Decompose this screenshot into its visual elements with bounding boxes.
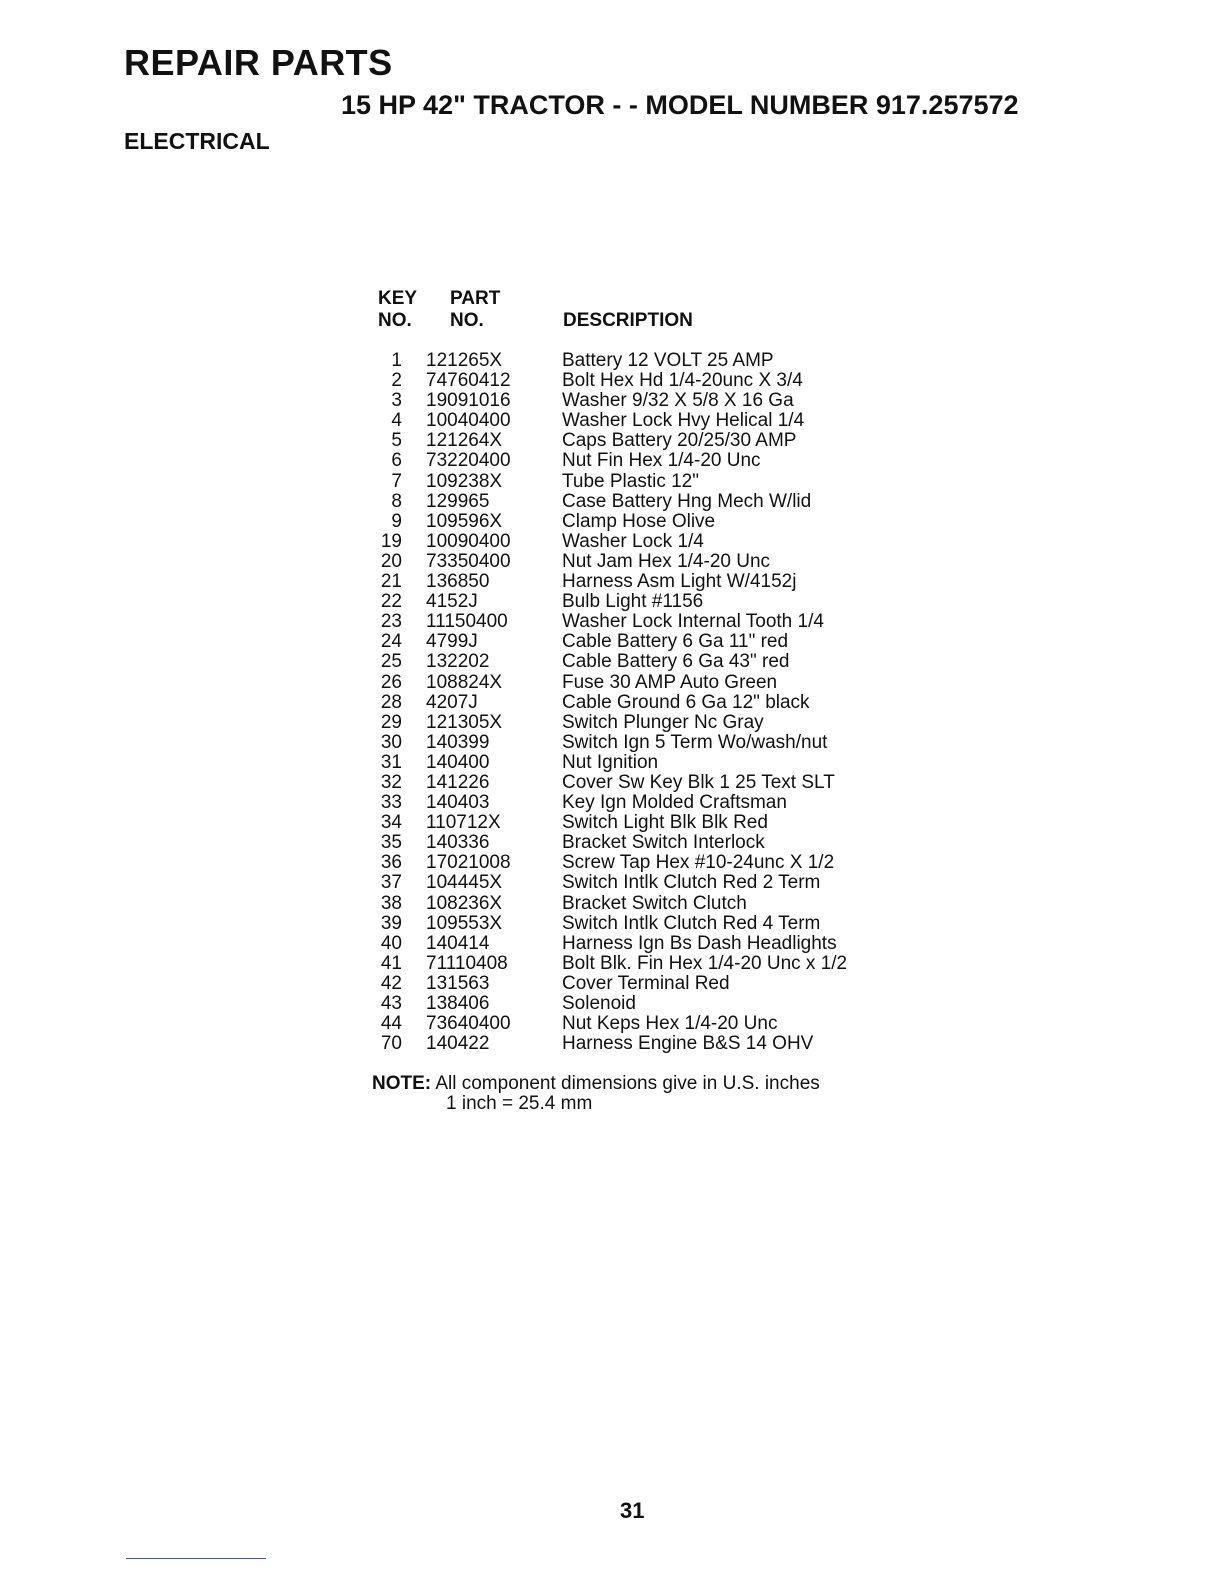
table-row xyxy=(366,954,886,974)
part-description: Switch Intlk Clutch Red 4 Term xyxy=(562,912,821,934)
part-no: 71110408 xyxy=(426,952,508,974)
table-row xyxy=(366,713,886,733)
part-no: 136850 xyxy=(426,571,490,593)
part-description: Bracket Switch Interlock xyxy=(562,832,765,854)
part-description: Washer 9/32 X 5/8 X 16 Ga xyxy=(562,390,794,412)
key-no: 29 xyxy=(380,711,402,733)
part-no: 121305X xyxy=(426,711,503,733)
part-no: 140399 xyxy=(426,731,490,753)
table-row xyxy=(366,673,886,693)
table-row xyxy=(366,492,886,512)
key-no: 35 xyxy=(380,832,402,854)
table-row xyxy=(366,451,886,471)
key-no: 8 xyxy=(391,490,402,512)
key-no: 32 xyxy=(380,771,402,793)
table-row xyxy=(366,371,886,391)
part-no: 10040400 xyxy=(426,410,511,432)
column-header-description: DESCRIPTION xyxy=(563,310,693,331)
part-no: 132202 xyxy=(426,651,490,673)
key-no: 4 xyxy=(391,410,402,432)
part-no: 104445X xyxy=(426,872,503,894)
key-no: 2 xyxy=(391,370,402,392)
part-description: Battery 12 VOLT 25 AMP xyxy=(562,350,774,371)
key-no: 22 xyxy=(380,591,402,613)
key-no: 44 xyxy=(380,1013,402,1035)
key-no: 33 xyxy=(380,792,402,814)
note-text-1: All component dimensions give in U.S. inches xyxy=(435,1073,820,1094)
key-no: 28 xyxy=(380,691,402,713)
part-description: Caps Battery 20/25/30 AMP xyxy=(562,430,797,452)
part-no: 140400 xyxy=(426,751,490,773)
part-no: 110712X xyxy=(426,812,501,834)
table-row xyxy=(366,974,886,994)
parts-list xyxy=(366,351,886,1054)
key-no: 40 xyxy=(380,932,402,954)
key-no: 6 xyxy=(391,450,402,472)
part-description: Cover Terminal Red xyxy=(562,972,730,994)
key-no: 3 xyxy=(391,390,402,412)
key-no: 38 xyxy=(380,892,402,914)
part-description: Bracket Switch Clutch xyxy=(562,892,747,914)
part-no: 108824X xyxy=(426,671,503,693)
part-no: 109553X xyxy=(426,912,503,934)
key-no: 7 xyxy=(391,470,402,492)
footer-rule xyxy=(126,1558,266,1559)
note-text-2: 1 inch = 25.4 mm xyxy=(446,1093,593,1114)
part-description: Nut Jam Hex 1/4-20 Unc xyxy=(562,550,771,572)
part-description: Cable Battery 6 Ga 43" red xyxy=(562,651,790,673)
key-no: 37 xyxy=(380,872,402,894)
part-no: 129965 xyxy=(426,490,490,512)
part-no: 73640400 xyxy=(426,1013,511,1035)
part-description: Switch Plunger Nc Gray xyxy=(562,711,764,733)
part-description: Washer Lock Internal Tooth 1/4 xyxy=(562,611,824,633)
key-no: 70 xyxy=(380,1033,402,1055)
part-description: Bulb Light #1156 xyxy=(562,591,704,613)
key-no: 42 xyxy=(380,972,402,994)
table-row xyxy=(366,1014,886,1034)
key-no: 25 xyxy=(380,651,402,673)
part-no: 4152J xyxy=(426,591,478,613)
part-no: 4207J xyxy=(426,691,478,713)
table-row xyxy=(366,552,886,572)
table-row xyxy=(366,572,886,592)
key-no: 23 xyxy=(380,611,402,633)
part-description: Cover Sw Key Blk 1 25 Text SLT xyxy=(562,771,835,793)
key-no: 39 xyxy=(380,912,402,934)
table-row xyxy=(366,693,886,713)
key-no: 20 xyxy=(380,550,402,572)
part-description: Switch Ign 5 Term Wo/wash/nut xyxy=(562,731,828,753)
part-no: 19091016 xyxy=(426,390,511,412)
table-row xyxy=(366,411,886,431)
page-title: REPAIR PARTS xyxy=(124,42,393,83)
part-no: 141226 xyxy=(426,771,490,793)
column-header-key-line2: NO. xyxy=(378,310,412,331)
key-no: 9 xyxy=(391,510,402,532)
table-row xyxy=(366,914,886,934)
part-description: Washer Lock Hvy Helical 1/4 xyxy=(562,410,805,432)
part-no: 73350400 xyxy=(426,550,511,572)
part-no: 108236X xyxy=(426,892,503,914)
key-no: 21 xyxy=(380,571,402,593)
key-no: 26 xyxy=(380,671,402,693)
key-no: 34 xyxy=(380,812,402,834)
key-no: 43 xyxy=(380,993,402,1014)
table-row xyxy=(366,592,886,612)
key-no: 19 xyxy=(380,530,402,552)
part-no: 131563 xyxy=(426,972,490,994)
part-description: Cable Battery 6 Ga 11" red xyxy=(562,631,789,653)
table-row xyxy=(366,652,886,672)
table-row xyxy=(366,1034,886,1054)
part-description: Case Battery Hng Mech W/lid xyxy=(562,490,812,512)
table-row xyxy=(366,934,886,954)
key-no: 5 xyxy=(391,430,402,452)
part-description: Switch Light Blk Blk Red xyxy=(562,812,768,834)
part-description: Bolt Blk. Fin Hex 1/4-20 Unc x 1/2 xyxy=(562,952,848,974)
part-no: 140403 xyxy=(426,792,490,814)
part-description: Harness Ign Bs Dash Headlights xyxy=(562,932,837,954)
part-no: 109238X xyxy=(426,470,503,492)
part-description: Nut Keps Hex 1/4-20 Unc xyxy=(562,1013,778,1035)
part-no: 140414 xyxy=(426,932,490,954)
part-no: 121264X xyxy=(426,430,503,452)
part-description: Key Ign Molded Craftsman xyxy=(562,792,787,814)
table-row xyxy=(366,773,886,793)
part-description: Harness Asm Light W/4152j xyxy=(562,571,797,593)
key-no: 24 xyxy=(380,631,402,653)
table-row xyxy=(366,873,886,893)
table-row xyxy=(366,472,886,492)
part-description: Harness Engine B&S 14 OHV xyxy=(562,1033,814,1055)
table-row xyxy=(366,391,886,411)
key-no: 1 xyxy=(391,350,402,371)
table-row xyxy=(366,994,886,1014)
page-number: 31 xyxy=(620,1498,645,1523)
key-no: 30 xyxy=(380,731,402,753)
part-description: Nut Ignition xyxy=(562,751,659,773)
note-block xyxy=(372,1074,820,1114)
part-no: 74760412 xyxy=(426,370,511,392)
table-row xyxy=(366,813,886,833)
key-no: 41 xyxy=(380,952,402,974)
table-row xyxy=(366,632,886,652)
table-row xyxy=(366,894,886,914)
note-line-1 xyxy=(372,1074,820,1094)
table-row xyxy=(366,351,886,371)
part-no: 109596X xyxy=(426,510,503,532)
note-label: NOTE: xyxy=(372,1073,432,1094)
column-header-key-line1: KEY xyxy=(378,288,418,309)
column-header-part-line2: NO. xyxy=(450,310,484,331)
key-no: 36 xyxy=(380,852,402,874)
part-description: Nut Fin Hex 1/4-20 Unc xyxy=(562,450,761,472)
table-row xyxy=(366,612,886,632)
section-heading: ELECTRICAL xyxy=(124,128,270,154)
part-description: Tube Plastic 12" xyxy=(562,470,699,492)
part-no: 10090400 xyxy=(426,530,511,552)
part-no: 11150400 xyxy=(426,611,508,633)
column-header-part-line1: PART xyxy=(450,288,501,309)
part-no: 140336 xyxy=(426,832,490,854)
part-description: Switch Intlk Clutch Red 2 Term xyxy=(562,872,821,894)
part-no: 138406 xyxy=(426,993,490,1014)
column-header-key xyxy=(378,288,417,332)
part-no: 73220400 xyxy=(426,450,511,472)
part-no: 121265X xyxy=(426,350,503,371)
part-description: Solenoid xyxy=(562,993,636,1014)
table-row xyxy=(366,853,886,873)
table-row xyxy=(366,532,886,552)
model-subtitle: 15 HP 42" TRACTOR - - MODEL NUMBER 917.257572 xyxy=(341,90,1019,120)
table-row xyxy=(366,431,886,451)
column-header-part xyxy=(450,288,500,332)
part-description: Fuse 30 AMP Auto Green xyxy=(562,671,778,693)
table-row xyxy=(366,753,886,773)
part-description: Bolt Hex Hd 1/4-20unc X 3/4 xyxy=(562,370,803,392)
table-row xyxy=(366,512,886,532)
part-description: Clamp Hose Olive xyxy=(562,510,716,532)
part-description: Cable Ground 6 Ga 12" black xyxy=(562,691,810,713)
part-no: 4799J xyxy=(426,631,478,653)
part-description: Screw Tap Hex #10-24unc X 1/2 xyxy=(562,852,835,874)
table-row xyxy=(366,793,886,813)
table-row xyxy=(366,833,886,853)
key-no: 31 xyxy=(380,751,402,773)
part-no: 17021008 xyxy=(426,852,511,874)
table-row xyxy=(366,733,886,753)
part-no: 140422 xyxy=(426,1033,490,1055)
part-description: Washer Lock 1/4 xyxy=(562,530,704,552)
